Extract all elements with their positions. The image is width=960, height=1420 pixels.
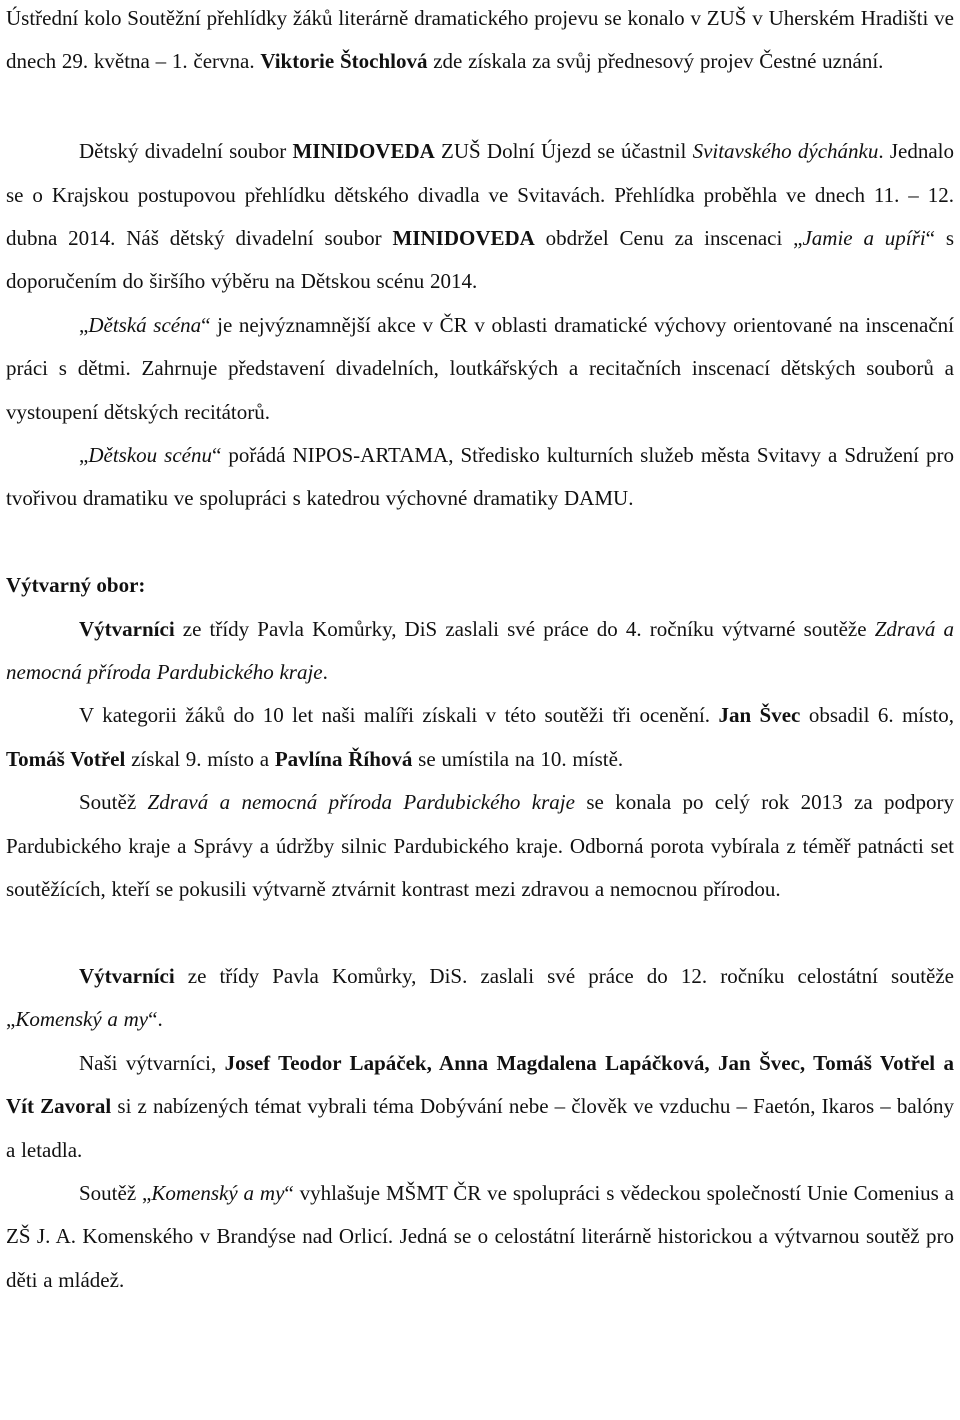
student-name: Pavlína Říhová: [274, 746, 413, 771]
text: Naši výtvarníci,: [79, 1050, 225, 1075]
competition-name: Zdravá a nemocná příroda Pardubického kraje: [147, 790, 575, 815]
paragraph-art-competition: [6, 608, 954, 695]
paragraph-minidoveda: [6, 130, 954, 304]
student-name: Tomáš Votřel: [6, 746, 126, 771]
production-title: Jamie a upíři: [802, 226, 926, 251]
paragraph-komensky: [6, 955, 954, 1042]
text: se konala po celý rok 2013 za podpory Pardubického kraje a Správy a údržby silnic Pardubického kraje. Odborná porota vybírala z téměř patnácti set soutěžících, kteří se pokusili výtvarně ztvárnit kontrast mezi zdravou a nemocnou přírodou.: [6, 790, 955, 902]
highlight: Výtvarníci: [79, 963, 175, 988]
paragraph-awards: [6, 694, 954, 781]
text: Soutěž: [79, 790, 148, 815]
event-name: Dětskou scénu: [88, 443, 212, 468]
text: .: [322, 660, 328, 685]
text: ze třídy Pavla Komůrky, DiS zaslali své práce do 4. ročníku výtvarné soutěže: [174, 616, 875, 641]
ensemble-name: MINIDOVEDA: [392, 226, 535, 251]
text: “ pořádá NIPOS-ARTAMA, Středisko kulturních služeb města Svitavy a Sdružení pro tvořivou dramatiku ve spolupráci s katedrou výchovné dramatiky DAMU.: [6, 443, 954, 511]
event-name: Dětská scéna: [88, 312, 202, 337]
text: ze třídy Pavla Komůrky, DiS. zaslali své práce do 12. ročníku celostátní soutěže „: [6, 963, 954, 1032]
student-names: Josef Teodor Lapáček, Anna Magdalena Lapáčková, Jan Švec, Tomáš Votřel a Vít Zavoral: [6, 1050, 954, 1119]
student-name: Jan Švec: [718, 703, 801, 728]
text: Ústřední kolo Soutěžní přehlídky žáků literárně dramatického projevu se konalo v ZUŠ v Uherském Hradišti ve dnech 29. května – 1. června.: [6, 6, 954, 74]
highlight: Výtvarníci: [79, 616, 175, 641]
text: si z nabízených témat vybrali téma Dobývání nebe – člověk ve vzduchu – Faetón, Ikaros – balóny a letadla.: [6, 1094, 955, 1162]
text: . Jednalo se o Krajskou postupovou přehlídku dětského divadla ve Svitavách. Přehlídka proběhla ve dnech 11. – 12. dubna 2014. Náš dětský divadelní soubor: [6, 139, 954, 251]
text: obsadil 6. místo,: [800, 703, 954, 728]
competition-name: Zdravá a nemocná příroda Pardubického kraje: [6, 616, 954, 685]
paragraph-organizers: [6, 434, 954, 521]
text: “ vyhlašuje MŠMT ČR ve spolupráci s vědeckou společností Unie Comenius a ZŠ J. A. Komenského v Brandýse nad Orlicí. Jedná se o celostátní literárně historickou a výtvarnou soutěž pro děti a mládež.: [6, 1180, 955, 1292]
text: “.: [148, 1007, 163, 1032]
text: „: [79, 312, 89, 337]
text: obdržel Cenu za inscenaci „: [534, 226, 803, 251]
text: ZUŠ Dolní Újezd se účastnil: [434, 139, 693, 164]
student-name: Viktorie Štochlová: [260, 49, 428, 74]
paragraph-detska-scena: [6, 304, 954, 434]
section-heading: Výtvarný obor:: [6, 573, 146, 598]
paragraph-participants: [6, 1042, 954, 1172]
text: V kategorii žáků do 10 let naši malíři získali v této soutěži tři ocenění.: [79, 703, 719, 728]
text: se umístila na 10. místě.: [412, 746, 624, 771]
paragraph-literary-competition: [6, 0, 954, 84]
festival-name: Svitavského dýchánku: [692, 139, 879, 164]
paragraph-komensky-organizers: [6, 1172, 954, 1302]
paragraph-competition-info: [6, 781, 954, 911]
text: zde získala za svůj přednesový projev Čestné uznání.: [427, 49, 884, 74]
text: získal 9. místo a: [125, 746, 275, 771]
text: “ s doporučením do širšího výběru na Dětskou scénu 2014.: [6, 226, 955, 294]
text: “ je nejvýznamnější akce v ČR v oblasti dramatické výchovy orientované na inscenační práci s dětmi. Zahrnuje představení divadelních, loutkářských a recitačních inscenací dětských souborů a vystoupení dětských recitátorů.: [6, 312, 954, 424]
text: Dětský divadelní soubor: [79, 139, 293, 164]
text: Soutěž „: [79, 1180, 152, 1205]
competition-name: Komenský a my: [151, 1180, 285, 1205]
competition-name: Komenský a my: [15, 1007, 149, 1032]
ensemble-name: MINIDOVEDA: [292, 139, 435, 164]
text: „: [79, 443, 89, 468]
